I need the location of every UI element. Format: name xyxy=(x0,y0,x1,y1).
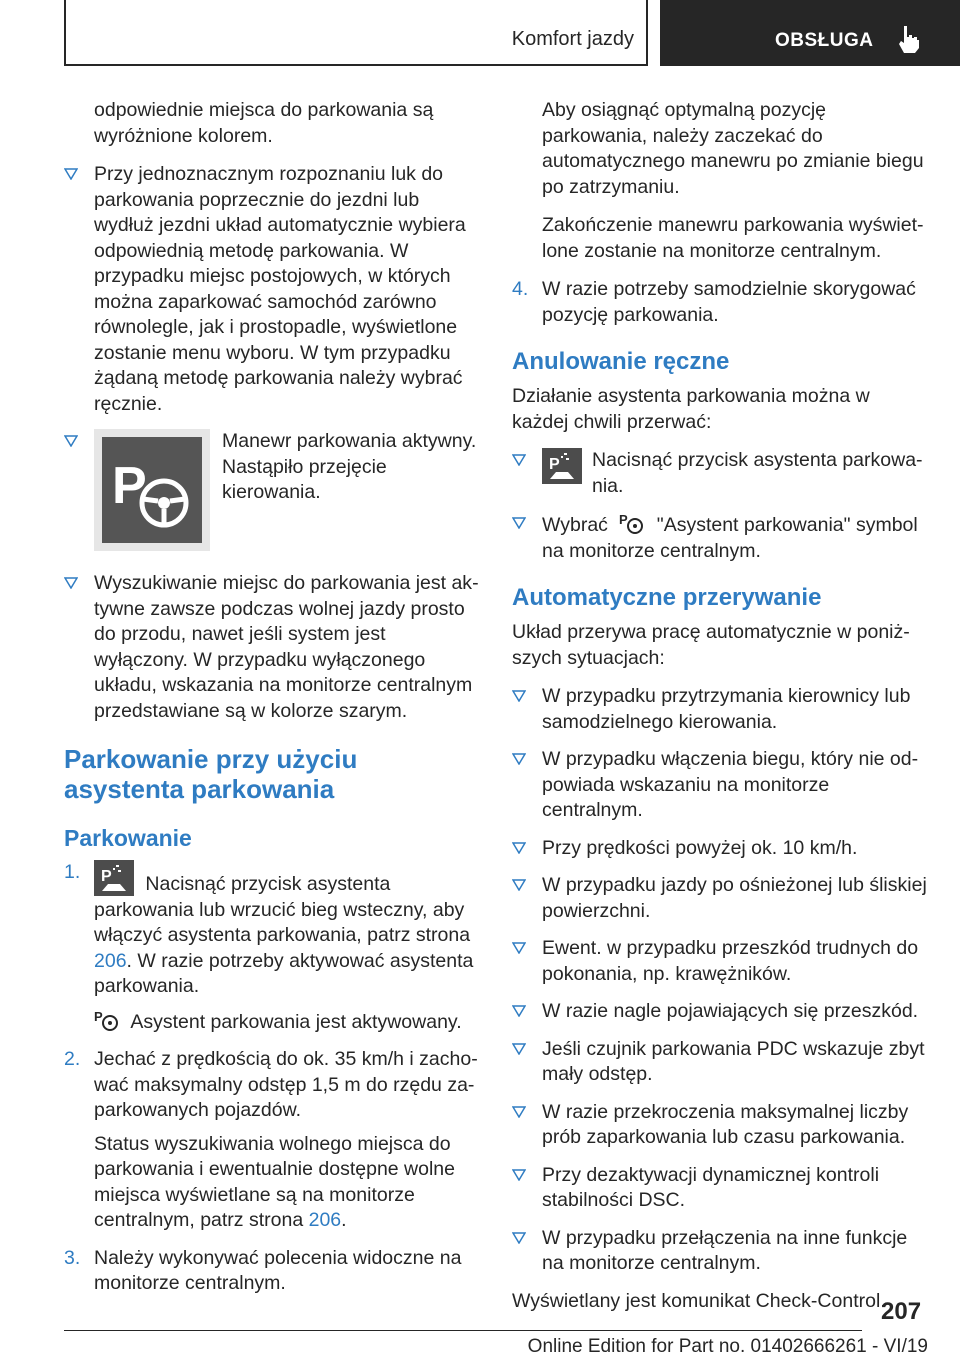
bullet-triangle-icon xyxy=(64,577,78,589)
step-subtext: Aby osiągnąć optymalną pozycję parkowania, należy zaczekać do automatycznego manewru po zmianie biegu po zatrzymaniu. xyxy=(542,99,924,198)
park-assist-button-icon xyxy=(94,860,134,896)
list-item-text: Ewent. w przypadku przeszkód trudnych do pokonania, np. krawężników. xyxy=(542,937,919,985)
list-item-text: W przypadku włączenia biegu, który nie odpowiada wskazaniu na monitorze centralnym. xyxy=(542,748,919,821)
list-item xyxy=(64,162,480,417)
list-item xyxy=(512,1163,928,1214)
list-item xyxy=(512,873,928,924)
step-item xyxy=(64,860,480,1035)
bullet-triangle-icon xyxy=(512,1169,526,1181)
right-column xyxy=(512,98,928,1314)
step-text: Jechać z prędkością do ok. 35 km/h i zachować maksymalny odstęp 1,5 m do rzędu zaparkowanych pojazdów. xyxy=(94,1048,478,1121)
auto-list xyxy=(512,684,928,1277)
svg-text:P: P xyxy=(112,457,147,515)
step-text: W razie potrzeby samodzielnie skorygować pozycję parkowania. xyxy=(542,278,916,326)
list-item-text: Wybrać xyxy=(542,514,608,536)
list-item xyxy=(512,836,928,862)
list-item-text: Manewr parkowania aktywny. Nastąpiło przejęcie kierowania. xyxy=(222,430,477,503)
list-item-text: "Asystent parkowania" symbol na monitorze centralnym. xyxy=(542,514,918,562)
list-item xyxy=(512,448,928,499)
footer-edition: Online Edition for Part no. 01402666261 - VI/19 xyxy=(527,1336,928,1357)
bullet-triangle-icon xyxy=(64,168,78,180)
header-bottom-rule xyxy=(64,64,648,66)
auto-intro: Układ przerywa pracę automatycznie w poniższych sytuacjach: xyxy=(512,621,910,669)
list-item xyxy=(512,1226,928,1277)
intro-text: odpowiednie miejsca do parkowania są wyróżnione kolorem. xyxy=(94,99,434,147)
list-item xyxy=(512,684,928,735)
step-text: Nacisnąć przycisk asystenta parkowania lub wrzucić bieg wsteczny, aby włączyć asystenta parkowania, patrz strona xyxy=(94,873,471,946)
step-text: Należy wykonywać polecenia widoczne na monitorze centralnym. xyxy=(94,1246,462,1294)
bullet-triangle-icon xyxy=(512,753,526,765)
list-item-text: Przy prędkości powyżej ok. 10 km/h. xyxy=(542,836,858,859)
step-number: 2. xyxy=(64,1048,81,1070)
step-number: 4. xyxy=(512,278,529,300)
left-column xyxy=(64,98,480,1309)
park-steering-icon xyxy=(94,429,210,551)
list-item-text: W razie nagle pojawiających się przeszkód. xyxy=(542,1000,919,1022)
header-divider xyxy=(646,0,648,66)
header-left-rule xyxy=(64,0,66,66)
list-item xyxy=(512,1037,928,1088)
list-item xyxy=(512,747,928,824)
chapter-title: Komfort jazdy xyxy=(511,28,634,50)
bullet-triangle-icon xyxy=(512,690,526,702)
list-item xyxy=(512,1100,928,1151)
page-link[interactable]: 206 xyxy=(94,949,127,972)
step-subtext: Status wyszukiwania wolnego miejsca do parkowania i ewentualnie dostępne wolne miejsca wyświetlane są na monitorze centralnym, patrz strona xyxy=(94,1132,455,1231)
list-item-text: Wyszukiwanie miejsc do parkowania jest aktywne zawsze podczas wolnej jazdy prosto do przodu, nawet jeśli system jest wyłączony. W przypadku wyłączonego układu, wskazania na monitorze centralnym przedstawiane są w kolorze szarym. xyxy=(94,572,479,722)
pointing-hand-icon xyxy=(896,24,922,54)
step-subtext: Asystent parkowania jest aktywowany. xyxy=(130,1010,462,1033)
outro-text: Wyświetlany jest komunikat Check-Control. xyxy=(512,1289,886,1312)
bullet-triangle-icon xyxy=(512,879,526,891)
park-assist-symbol-icon xyxy=(94,1008,120,1032)
footer-rule xyxy=(64,1330,862,1331)
step-subtext-end: . xyxy=(341,1209,347,1231)
park-assist-symbol-icon xyxy=(619,511,645,535)
list-item xyxy=(64,571,480,724)
list-item-text: Przy jednoznacznym rozpoznaniu luk do parkowania poprzecznie do jezdni lub wydłuż jezdni układ automatycznie wybiera odpowiednią metodę parkowania. W przypadku miejsc postojowych, w których można zaparkować samochód zarówno równolegle, jak i prostopadle, wyświetlone zostanie menu wyboru. W tym przypadku żądaną metodę parkowania należy wybrać ręcznie. xyxy=(94,163,466,415)
cancel-heading: Anulowanie ręczne xyxy=(512,348,730,375)
list-item xyxy=(512,999,928,1025)
step-text-end: . W razie potrzeby aktywować asystenta parkowania. xyxy=(94,949,474,997)
bullet-triangle-icon xyxy=(512,517,526,529)
step-number: 1. xyxy=(64,861,81,883)
bullet-triangle-icon xyxy=(512,1232,526,1244)
section-label: OBSŁUGA xyxy=(775,30,874,51)
bullet-triangle-icon xyxy=(512,454,526,466)
page-number: 207 xyxy=(881,1298,922,1325)
bullet-triangle-icon xyxy=(512,942,526,954)
svg-text:P: P xyxy=(549,456,560,473)
bullet-triangle-icon xyxy=(512,1043,526,1055)
subsection-heading: Parkowanie xyxy=(64,825,192,851)
bullet-triangle-icon xyxy=(512,842,526,854)
list-item-text: W razie przekroczenia maksymalnej liczby prób zaparkowania lub czasu parkowania. xyxy=(542,1100,909,1148)
bullet-triangle-icon xyxy=(512,1106,526,1118)
step-item xyxy=(64,1246,480,1297)
list-item xyxy=(512,936,928,987)
bullet-triangle-icon xyxy=(64,435,78,447)
svg-text:P: P xyxy=(94,1008,103,1024)
list-item-text: W przypadku jazdy po ośnieżonej lub śliskiej powierzchni. xyxy=(542,874,927,922)
list-item-text: Nacisnąć przycisk asystenta parkowania. xyxy=(592,449,923,497)
auto-heading: Automatyczne przerywanie xyxy=(512,584,822,611)
step-item xyxy=(64,1047,480,1234)
svg-text:P: P xyxy=(101,868,112,885)
step-item xyxy=(512,277,928,328)
svg-text:P: P xyxy=(619,512,629,527)
step-number: 3. xyxy=(64,1246,81,1269)
bullet-triangle-icon xyxy=(512,1005,526,1017)
list-item-text: Jeśli czujnik parkowania PDC wskazuje zbyt mały odstęp. xyxy=(542,1037,925,1085)
list-item-text: W przypadku przytrzymania kierownicy lub samodzielnego kierowania. xyxy=(542,685,911,733)
section-heading: Parkowanie przy użyciu asystenta parkowania xyxy=(64,744,358,804)
cancel-intro: Działanie asystenta parkowania można w każdej chwili przerwać: xyxy=(512,385,870,433)
park-assist-button-icon xyxy=(542,448,582,484)
list-item xyxy=(64,429,480,559)
step-subtext: Zakończenie manewru parkowania wyświetlone zostanie na monitorze centralnym. xyxy=(542,214,924,262)
list-item-text: W przypadku przełączenia na inne funkcje na monitorze centralnym. xyxy=(542,1226,908,1274)
page-link[interactable]: 206 xyxy=(308,1209,342,1231)
list-item-text: Przy dezaktywacji dynamicznej kontroli stabilności DSC. xyxy=(542,1163,880,1211)
list-item xyxy=(512,511,928,564)
section-tab[interactable] xyxy=(660,0,960,66)
